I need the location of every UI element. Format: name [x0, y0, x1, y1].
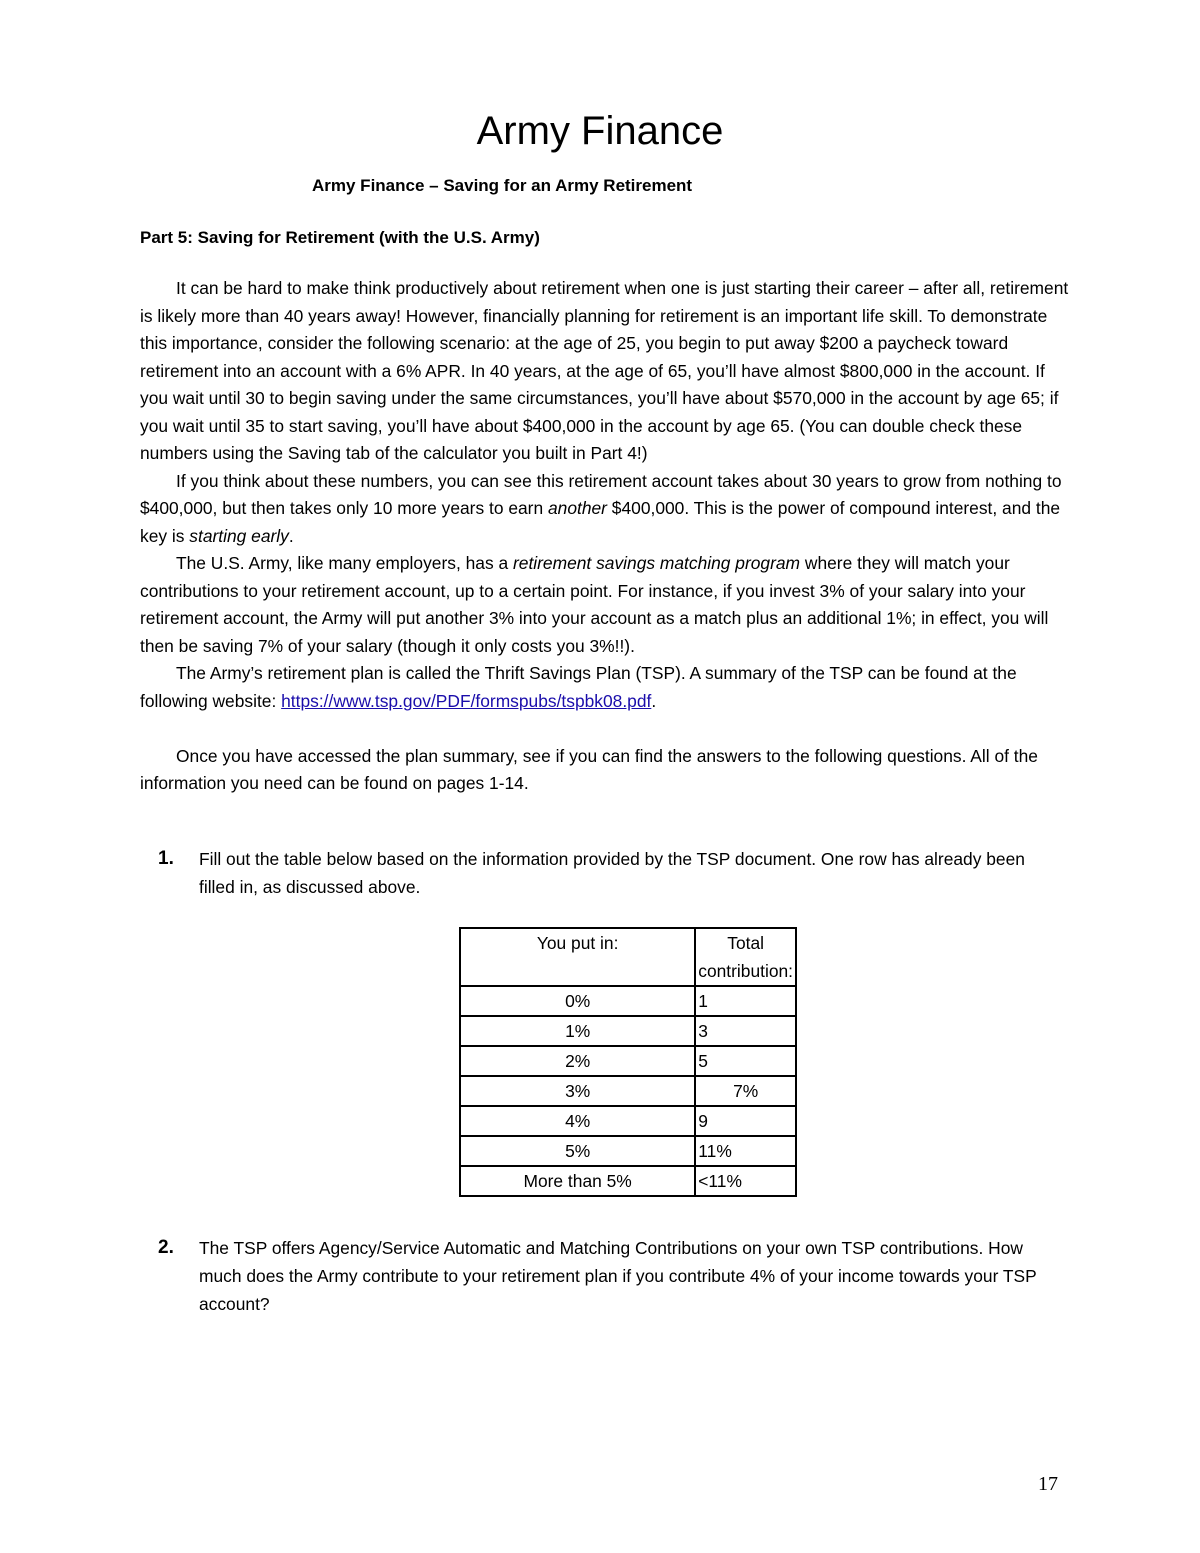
- emphasis-another: another: [547, 498, 607, 518]
- table-cell-you-put-in: 0%: [460, 986, 695, 1016]
- paragraph-intro: It can be hard to make think productively about retirement when one is just starting their career – after all, retirement is likely more than 40 years away! However, financially planning for retirement is an important life skill. To demonstrate this importance, consider the following scenario: at the age of 25, you begin to put away $200 a paycheck toward retirement into an account with a 6% APR. In 40 years, at the age of 65, you’ll have almost $800,000 in the account. If you wait until 30 to begin saving under the same circumstances, you’ll have about $570,000 in the account by age 65; if you wait until 35 to start saving, you’ll have about $400,000 in the account by age 65. (You can double check these numbers using the Saving tab of the calculator you built in Part 4!): [140, 278, 1069, 463]
- table-cell-you-put-in: 1%: [460, 1016, 695, 1046]
- table-header-you-put-in: You put in:: [460, 928, 695, 986]
- contribution-table: [459, 927, 797, 1197]
- table-row: [460, 1016, 796, 1046]
- question-2-number: 2.: [158, 1237, 174, 1258]
- table-cell-total[interactable]: <11%: [695, 1166, 796, 1196]
- table-cell-you-put-in: 5%: [460, 1136, 695, 1166]
- question-1: [158, 845, 1058, 901]
- table-row: [460, 1076, 796, 1106]
- question-1-number: 1.: [158, 848, 174, 869]
- emphasis-matching-program: retirement savings matching program: [512, 553, 801, 573]
- question-1-text: Fill out the table below based on the information provided by the TSP document. One row has already been filled in, as discussed above.: [199, 849, 1025, 897]
- table-cell-total[interactable]: 3: [695, 1016, 796, 1046]
- table-cell-total[interactable]: 5: [695, 1046, 796, 1076]
- table-row: [460, 986, 796, 1016]
- question-2: [158, 1234, 1058, 1318]
- table-cell-you-put-in: 2%: [460, 1046, 695, 1076]
- tsp-summary-link[interactable]: https://www.tsp.gov/PDF/formspubs/tspbk08.pdf: [281, 690, 652, 711]
- table-cell-total[interactable]: 1: [695, 986, 796, 1016]
- paragraph-instructions: Once you have accessed the plan summary, see if you can find the answers to the following questions. All of the information you need can be found on pages 1-14.: [140, 745, 1038, 793]
- document-title: Army Finance: [476, 109, 724, 153]
- table-row: [460, 1106, 796, 1136]
- table-cell-you-put-in: More than 5%: [460, 1166, 695, 1196]
- document-subtitle: Army Finance – Saving for an Army Retirement: [312, 176, 693, 195]
- part-heading: Part 5: Saving for Retirement (with the U.S. Army): [140, 228, 540, 247]
- table-header-row: [460, 928, 796, 986]
- body-text: [140, 275, 1070, 798]
- table-row: [460, 1136, 796, 1166]
- paragraph-tsp: The Army’s retirement plan is called the Thrift Savings Plan (TSP). A summary of the TSP can be found at the following website: https://www.tsp.gov/PDF/formspubs/tspbk08.pdf.: [140, 663, 1017, 711]
- paragraph-matching-program: The U.S. Army, like many employers, has a retirement savings matching program where they will match your contributions to your retirement account, up to a certain point. For instance, if you invest 3% of your salary into your retirement account, the Army will put another 3% into your account as a match plus an additional 1%; in effect, you will then be saving 7% of your salary (though it only costs you 3%!!).: [140, 553, 1049, 656]
- table-row: [460, 1166, 796, 1196]
- emphasis-starting-early: starting early: [189, 525, 289, 546]
- table-cell-total[interactable]: 11%: [695, 1136, 796, 1166]
- table-cell-total: 7%: [695, 1076, 796, 1106]
- paragraph-compound-interest: If you think about these numbers, you can see this retirement account takes about 30 years to grow from nothing to $400,000, but then takes only 10 more years to earn another $400,000. This is the power of compound interest, and the key is starting early.: [140, 470, 1062, 546]
- table-row: [460, 1046, 796, 1076]
- table-header-total-contribution: Total contribution:: [695, 928, 796, 986]
- table-cell-you-put-in: 3%: [460, 1076, 695, 1106]
- table-cell-total[interactable]: 9: [695, 1106, 796, 1136]
- question-2-text: The TSP offers Agency/Service Automatic and Matching Contributions on your own TSP contributions. How much does the Army contribute to your retirement plan if you contribute 4% of your income towards your TSP account?: [199, 1238, 1037, 1314]
- table-cell-you-put-in: 4%: [460, 1106, 695, 1136]
- page-number: 17: [1038, 1473, 1058, 1495]
